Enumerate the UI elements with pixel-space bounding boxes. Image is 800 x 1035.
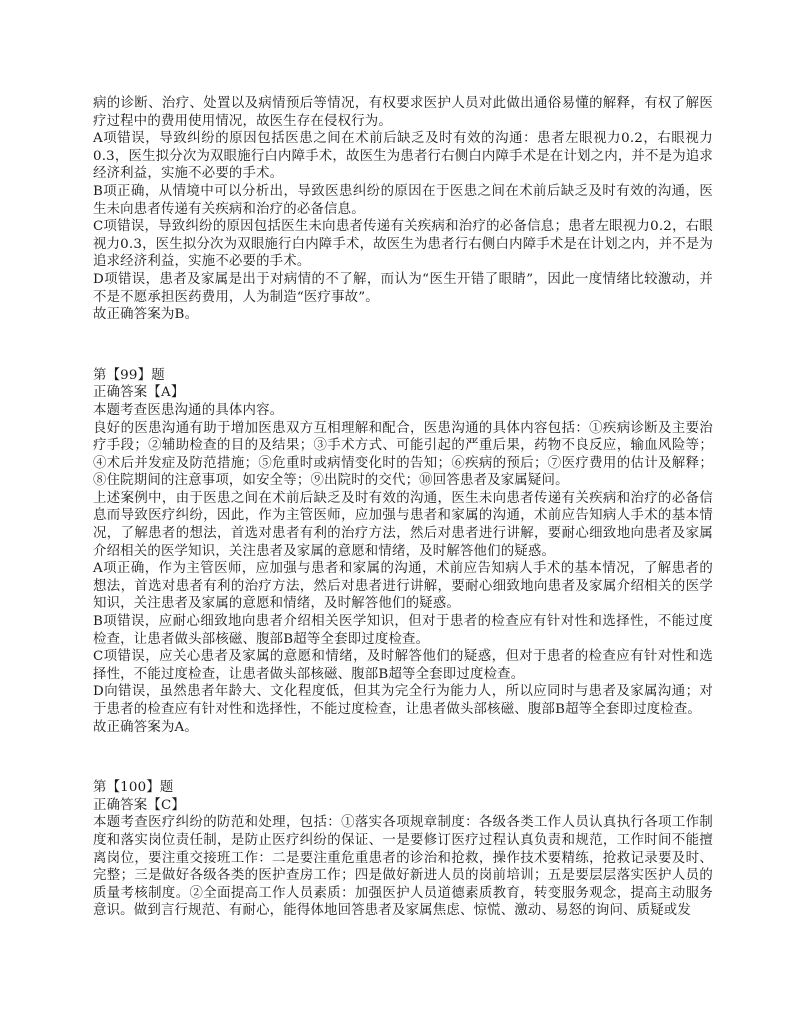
correct-answer: 正确答案【C】 — [93, 797, 185, 813]
option-c-analysis: C项错误，应关心患者及家属的意愿和情绪，及时解答他们的疑惑，但对于患者的检查应有针对性和选择性，不能过度检查，让患者做头部核磁、腹部B超等全套即过度检查。 — [93, 649, 713, 682]
question-99 — [93, 367, 713, 736]
option-c-analysis: C项错误，导致纠纷的原因包括医生未向患者传递有关疾病和治疗的必备信息；患者左眼视力0.2，右眼视力0.3，医生拟分次为双眼施行白内障手术，故医生为患者行右侧白内障手术是在计划之内，并不是为追求经济利益，实施不必要的手术。 — [93, 219, 713, 270]
explanation-98-continued — [93, 95, 713, 324]
paragraph: 病的诊断、治疗、处置以及病情预后等情况，有权要求医护人员对此做出通俗易懂的解释，有权了解医疗过程中的费用使用情况，故医生存在侵权行为。 — [93, 96, 713, 129]
option-b-analysis: B项正确，从情境中可以分析出，导致医患纠纷的原因在于医患之间在术前后缺乏及时有效的沟通，医生未向患者传递有关疾病和治疗的必备信息。 — [93, 183, 713, 217]
paragraph: 上述案例中，由于医患之间在术前后缺乏及时有效的沟通，医生未向患者传递有关疾病和治疗的必备信息而导致医疗纠纷，因此，作为主管医师，应加强与患者和家属的沟通，术前应告知病人手术的基本情况，了解患者的想法，首选对患者有利的治疗方法，然后对患者进行讲解，要耐心细致地向患者及家属介绍相关的医学知识，关注患者及家属的意愿和情绪，及时解答他们的疑惑。 — [93, 490, 713, 559]
correct-answer: 正确答案【A】 — [93, 385, 185, 401]
option-a-analysis: A项错误，导致纠纷的原因包括医患之间在术前后缺乏及时有效的沟通：患者左眼视力0.2，右眼视力0.3，医生拟分次为双眼施行白内障手术，故医生为患者行右侧白内障手术是在计划之内，并不是为追求经济利益，实施不必要的手术。 — [93, 131, 713, 182]
paragraph: 良好的医患沟通有助于增加医患双方互相理解和配合，医患沟通的具体内容包括：①疾病诊断及主要治疗手段；②辅助检查的目的及结果；③手术方式、可能引起的严重后果，药物不良反应，输血风险等；④术后并发症及防范措施；⑤危重时或病情变化时的告知；⑥疾病的预后；⑦医疗费用的估计及解释；⑧住院期间的注意事项，如安全等；⑨出院时的交代；⑩回答患者及家属疑问。 — [93, 420, 713, 489]
paragraph: 本题考查医疗纠纷的防范和处理，包括：①落实各项规章制度：各级各类工作人员认真执行各项工作制度和落实岗位责任制，是防止医疗纠纷的保证、一是要修订医疗过程认真负责和规范，工作时间不能擅离岗位，要注重交接班工作：二是要注重危重患者的诊治和抢救，操作技术要精练，抢救记录要及时、完整；三是做好各级各类的医护查房工作；四是做好新进人员的岗前培训；五是要层层落实医护人员的质量考核制度。②全面提高工作人员素质：加强医护人员道德素质教育，转变服务观念，提高主动服务意识。做到言行规范、有耐心，能得体地回答患者及家属焦虑、惊慌、激动、易怒的询问、质疑或发 — [93, 815, 713, 919]
option-a-analysis: A项正确，作为主管医师，应加强与患者和家属的沟通，术前应告知病人手术的基本情况，了解患者的想法，首选对患者有利的治疗方法，然后对患者进行讲解，要耐心细致地向患者及家属介绍相关的医学知识，关注患者及家属的意愿和情绪，及时解答他们的疑惑。 — [93, 561, 713, 612]
option-b-analysis: B项错误，应耐心细致地向患者介绍相关医学知识，但对于患者的检查应有针对性和选择性，不能过度检查，让患者做头部核磁、腹部B超等全套即过度检查。 — [93, 614, 713, 647]
question-title: 第【99】题 — [93, 367, 165, 383]
conclusion: 故正确答案为A。 — [93, 719, 199, 735]
document-page — [93, 95, 713, 920]
conclusion: 故正确答案为B。 — [93, 307, 199, 323]
question-title: 第【100】题 — [93, 780, 174, 796]
question-100 — [93, 779, 713, 920]
paragraph: 本题考查医患沟通的具体内容。 — [93, 402, 284, 418]
option-d-analysis: D项错误，患者及家属是出于对病情的不了解，而认为“医生开错了眼睛”，因此一度情绪比较激动，并不是不愿承担医药费用，人为制造“医疗事故”。 — [93, 271, 713, 305]
option-d-analysis: D向错误，虽然患者年龄大、文化程度低，但其为完全行为能力人，所以应同时与患者及家属沟通；对于患者的检查应有针对性和选择性，不能过度检查，让患者做头部核磁、腹部B超等全套即过度检查。 — [93, 684, 713, 717]
